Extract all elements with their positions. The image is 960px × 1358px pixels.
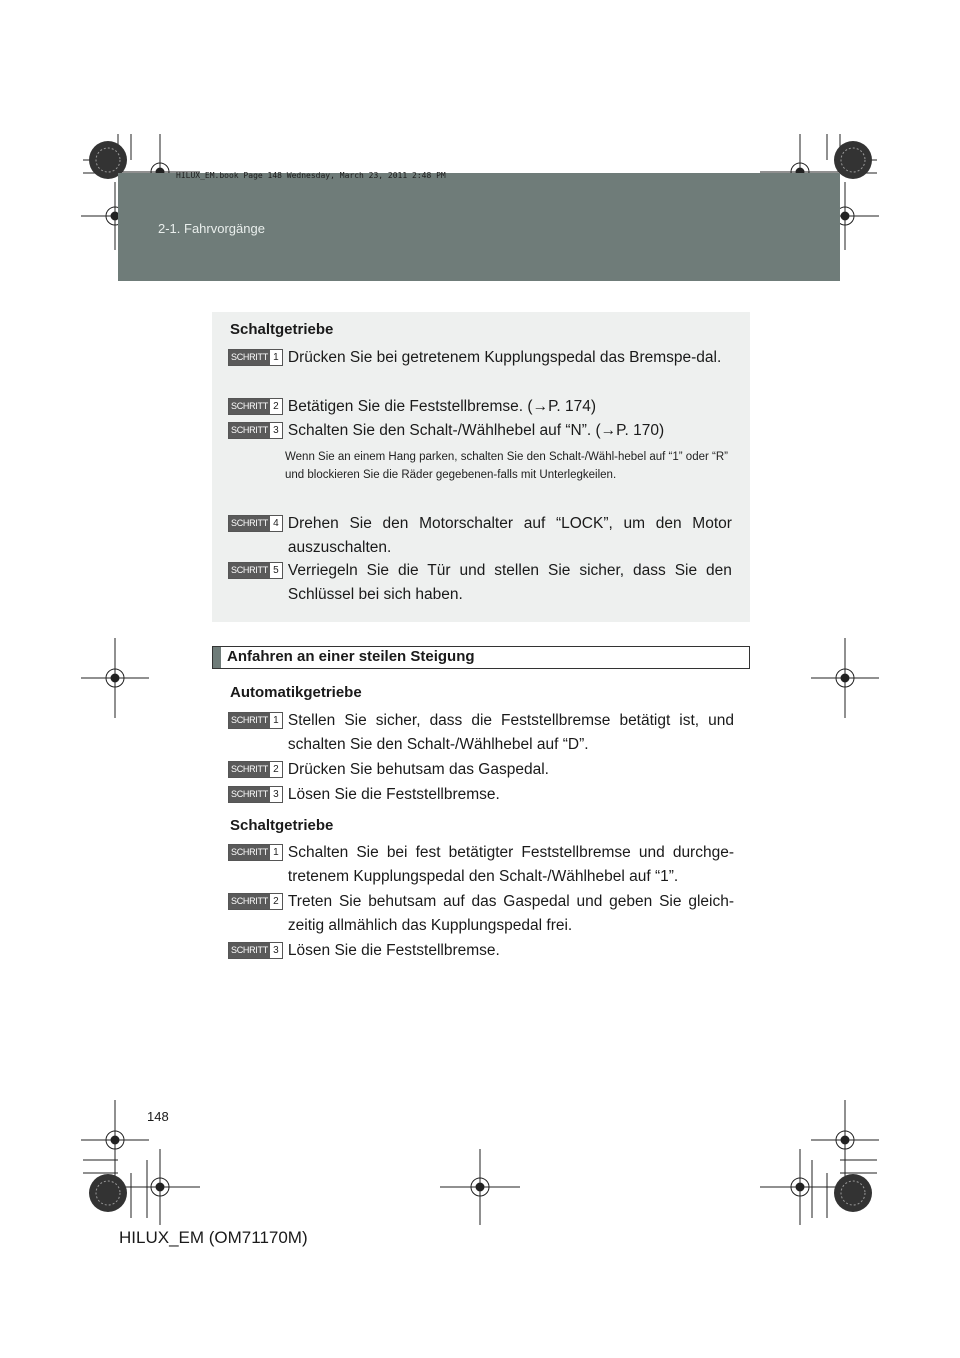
step-badge: SCHRITT 1 [228,844,283,861]
step-text: Drücken Sie bei getretenem Kupplungspedal das Bremspe-dal. [287,349,722,366]
automatic-heading: Automatikgetriebe [230,684,362,701]
manual-step-1 [228,841,734,889]
step-badge: SCHRITT 2 [228,761,283,778]
document-code: HILUX_EM (OM71170M) [119,1228,308,1247]
step-badge: SCHRITT 2 [228,893,283,910]
step-badge: SCHRITT 1 [228,349,283,366]
step-text: Schalten Sie bei fest betätigter Feststellbremse und durchge-tretenem Kupplungspedal den Schalt-/Wählhebel auf “1”. [287,844,734,885]
step-text: Schalten Sie den Schalt-/Wählhebel auf “N”. (→P. 170) [287,422,665,439]
manual-heading: Schaltgetriebe [230,817,334,834]
box-heading: Schaltgetriebe [230,321,334,338]
step-badge: SCHRITT 3 [228,942,283,959]
book-stamp: HILUX_EM.book Page 148 Wednesday, March 23, 2011 2:48 PM [176,171,446,180]
auto-step-1 [228,709,734,757]
step-badge: SCHRITT 5 [228,562,283,579]
header-band [118,173,840,281]
step-text: Betätigen Sie die Feststellbremse. (→P. 174) [287,398,597,415]
step-text: Lösen Sie die Feststellbremse. [287,942,500,959]
section-title-text: Anfahren an einer steilen Steigung [227,648,475,665]
manual-step-3 [228,939,734,963]
step-badge: SCHRITT 3 [228,786,283,803]
step-badge: SCHRITT 3 [228,422,283,439]
box-step-2 [228,395,734,419]
step-badge: SCHRITT 2 [228,398,283,415]
manual-step-2 [228,890,734,938]
section-title [212,646,750,669]
step-text: Stellen Sie sicher, dass die Feststellbremse betätigt ist, und schalten Sie den Schalt-/Wählhebel auf “D”. [287,712,734,753]
step-text: Drehen Sie den Motorschalter auf “LOCK”, um den Motor auszuschalten. [287,515,732,556]
step-text: Lösen Sie die Feststellbremse. [287,786,500,803]
page-number: 148 [147,1109,169,1124]
step-text: Treten Sie behutsam auf das Gaspedal und geben Sie gleich-zeitig allmählich das Kupplungspedal frei. [287,893,734,934]
auto-step-2 [228,758,734,782]
step-badge: SCHRITT 4 [228,515,283,532]
step-badge: SCHRITT 1 [228,712,283,729]
box-step-5 [228,559,734,607]
box-step-3 [228,419,734,443]
box-step-1 [228,346,734,370]
step-text: Verriegeln Sie die Tür und stellen Sie sicher, dass Sie den Schlüssel bei sich haben. [287,562,732,603]
box-note: Wenn Sie an einem Hang parken, schalten Sie den Schalt-/Wähl-hebel auf “1” oder “R” und blockieren Sie die Räder gegebenen-falls mit Unterlegkeilen. [285,451,728,481]
auto-step-3 [228,783,734,807]
section-title-bar [213,647,221,668]
box-step-4 [228,512,734,560]
step-text: Drücken Sie behutsam das Gaspedal. [287,761,549,778]
section-header: 2-1. Fahrvorgänge [158,221,265,236]
